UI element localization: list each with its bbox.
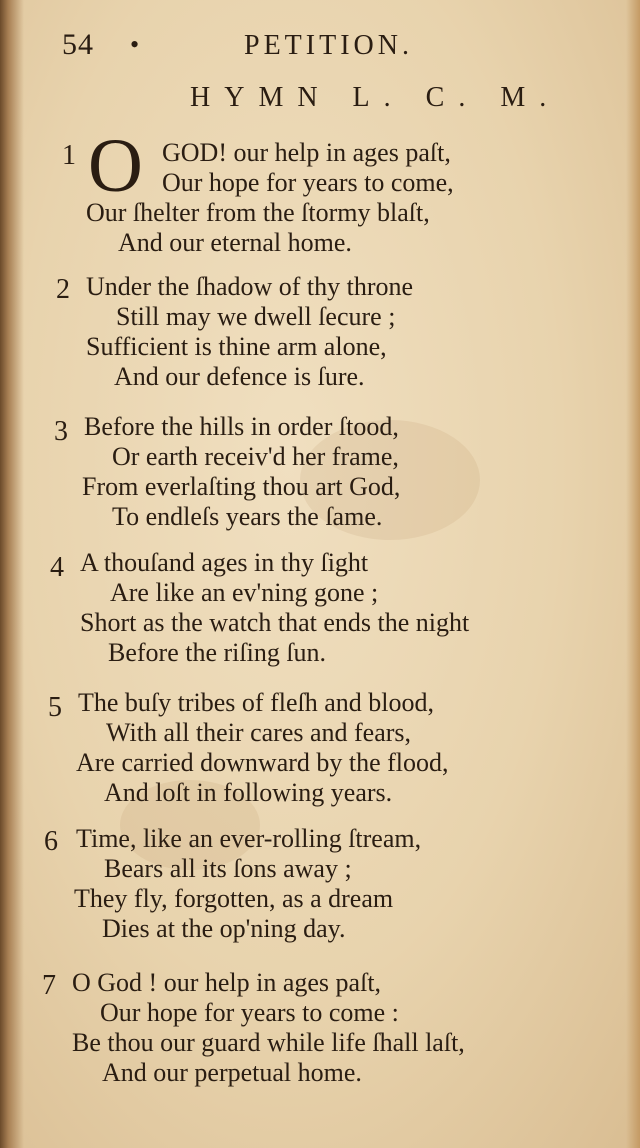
verse-line: Dies at the op'ning day. [102,914,346,943]
running-head: PETITION. [244,30,413,61]
verse-line: Under the ſhadow of thy throne [86,272,414,301]
verse-line: Are like an ev'ning gone ; [110,578,379,607]
verse-line: The buſy tribes of fleſh and blood, [78,688,434,717]
verse-number: 3 [54,416,68,447]
verse-line: From everlaſting thou art God, [82,472,401,501]
verse-line: And our eternal home. [118,228,352,257]
verse-line: Short as the watch that ends the night [80,608,470,637]
verse-number: 1 [62,140,76,171]
verse-line: Sufficient is thine arm alone, [86,332,387,361]
verse-line: And our perpetual home. [102,1058,362,1087]
verse-line: With all their cares and fears, [106,718,412,747]
verse-line: Our hope for years to come : [100,998,399,1027]
verse-line: And loſt in following years. [104,778,393,807]
verse-line: A thouſand ages in thy ſight [80,548,369,577]
page-number: 54 [62,28,94,61]
verse-line: And our defence is ſure. [114,362,365,391]
verse-line: Still may we dwell ſecure ; [116,302,396,331]
verse-line: GOD! our help in ages paſt, [162,138,451,167]
verse-number: 4 [50,552,64,583]
verse-line: Bears all its ſons away ; [104,854,352,883]
verse-line: Time, like an ever-rolling ſtream, [76,824,422,853]
verse-line: Before the hills in order ſtood, [84,412,399,441]
verse-line: They fly, forgotten, as a dream [74,884,394,913]
verse-line: To endleſs years the ſame. [112,502,383,531]
verse-line: Be thou our guard while life ſhall laſt, [72,1028,465,1057]
header-dot: • [130,30,140,59]
verse-number: 5 [48,692,62,723]
verse-line: Or earth receiv'd her frame, [112,442,399,471]
page-edge [626,0,640,1148]
verse-line: Are carried downward by the flood, [76,748,449,777]
drop-cap: O [88,124,143,208]
page-binding-shadow [0,0,24,1148]
verse-number: 2 [56,274,70,305]
verse-line: Our hope for years to come, [162,168,454,197]
verse-number: 6 [44,826,58,857]
verse-number: 7 [42,970,56,1001]
verse-line: O God ! our help in ages paſt, [72,968,382,997]
verse-line: Our ſhelter from the ſtormy blaſt, [86,198,430,227]
verse-line: Before the riſing ſun. [108,638,327,667]
hymn-title: HYMN L. C. M. [190,82,561,113]
